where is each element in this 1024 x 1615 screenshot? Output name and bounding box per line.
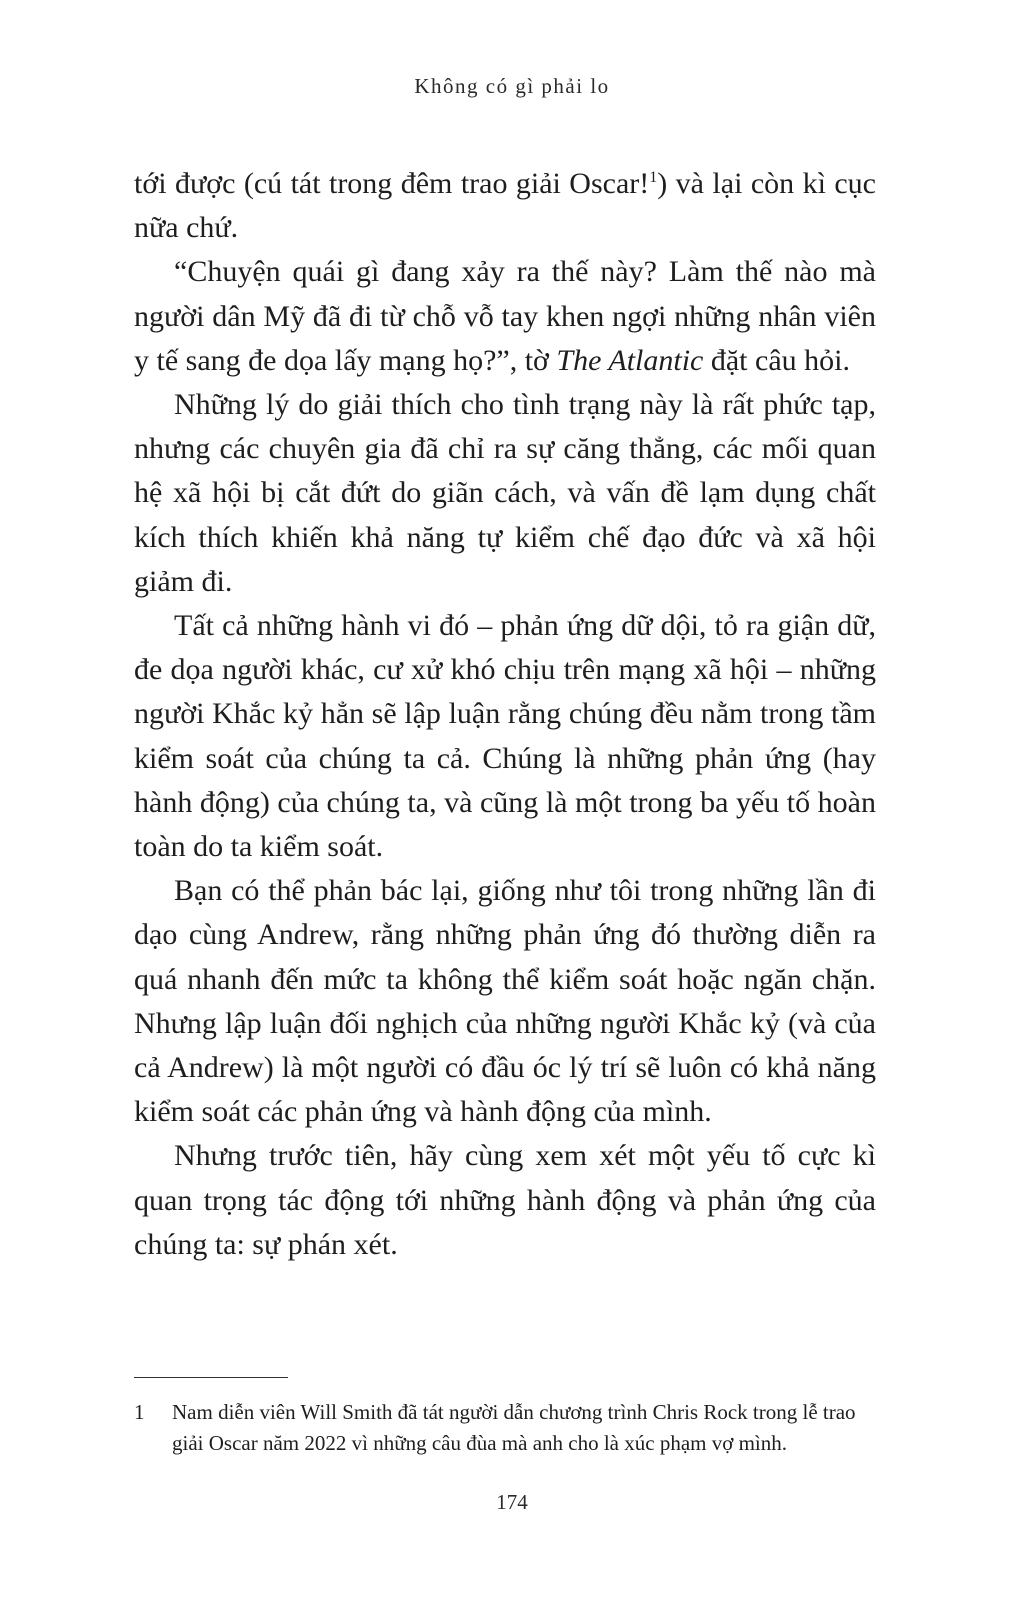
page-number: 174 [496, 1490, 528, 1514]
paragraph-5: Bạn có thể phản bác lại, giống như tôi trong những lần đi dạo cùng Andrew, rằng những phản ứng đó thường diễn ra quá nhanh đến mức ta không thể kiểm soát hoặc ngăn chặn. Nhưng lập luận đối nghịch của những người Khắc kỷ (và của cả Andrew) là một người có đầu óc lý trí sẽ luôn có khả năng kiểm soát các phản ứng và hành động của mình. [134, 874, 876, 1129]
footnote-number: 1 [134, 1400, 145, 1424]
paragraph-6: Nhưng trước tiên, hãy cùng xem xét một yếu tố cực kì quan trọng tác động tới những hành động và phản ứng của chúng ta: sự phán xét. [134, 1139, 876, 1261]
paragraph-1 [134, 162, 876, 250]
footnote-divider [134, 1377, 288, 1378]
paragraph-2-text-b: đặt câu hỏi. [703, 343, 850, 377]
publication-title: The Atlantic [556, 343, 704, 377]
footnote [134, 1397, 876, 1459]
running-head: Không có gì phải lo [414, 74, 610, 98]
paragraph-3: Những lý do giải thích cho tình trạng này là rất phức tạp, nhưng các chuyên gia đã chỉ ra sự căng thẳng, các mối quan hệ xã hội bị cắt đứt do giãn cách, và vấn đề lạm dụng chất kích thích khiến khả năng tự kiểm chế đạo đức và xã hội giảm đi. [134, 388, 876, 598]
paragraph-2-text-a: “Chuyện quái gì đang xảy ra thế này? Làm thế nào mà người dân Mỹ đã đi từ chỗ vỗ tay khen ngợi những nhân viên y tế sang đe dọa lấy mạng họ?”, tờ [134, 255, 876, 377]
paragraph-4: Tất cả những hành vi đó – phản ứng dữ dội, tỏ ra giận dữ, đe dọa người khác, cư xử khó chịu trên mạng xã hội – những người Khắc kỷ hẳn sẽ lập luận rằng chúng đều nằm trong tầm kiểm soát của chúng ta cả. Chúng là những phản ứng (hay hành động) của chúng ta, và cũng là một trong ba yếu tố hoàn toàn do ta kiểm soát. [134, 609, 876, 864]
paragraph-1-text-a: tới được (cú tát trong đêm trao giải Oscar! [134, 167, 650, 200]
footnote-reference: 1 [649, 169, 658, 186]
footnote-text: Nam diễn viên Will Smith đã tát người dẫn chương trình Chris Rock trong lễ trao giải Oscar năm 2022 vì những câu đùa mà anh cho là xúc phạm vợ mình. [172, 1400, 856, 1455]
paragraph-2 [134, 250, 876, 383]
body-text [134, 162, 876, 1267]
paragraph-1-text-b: ) và lại còn kì cục nữa chứ. [134, 167, 876, 245]
